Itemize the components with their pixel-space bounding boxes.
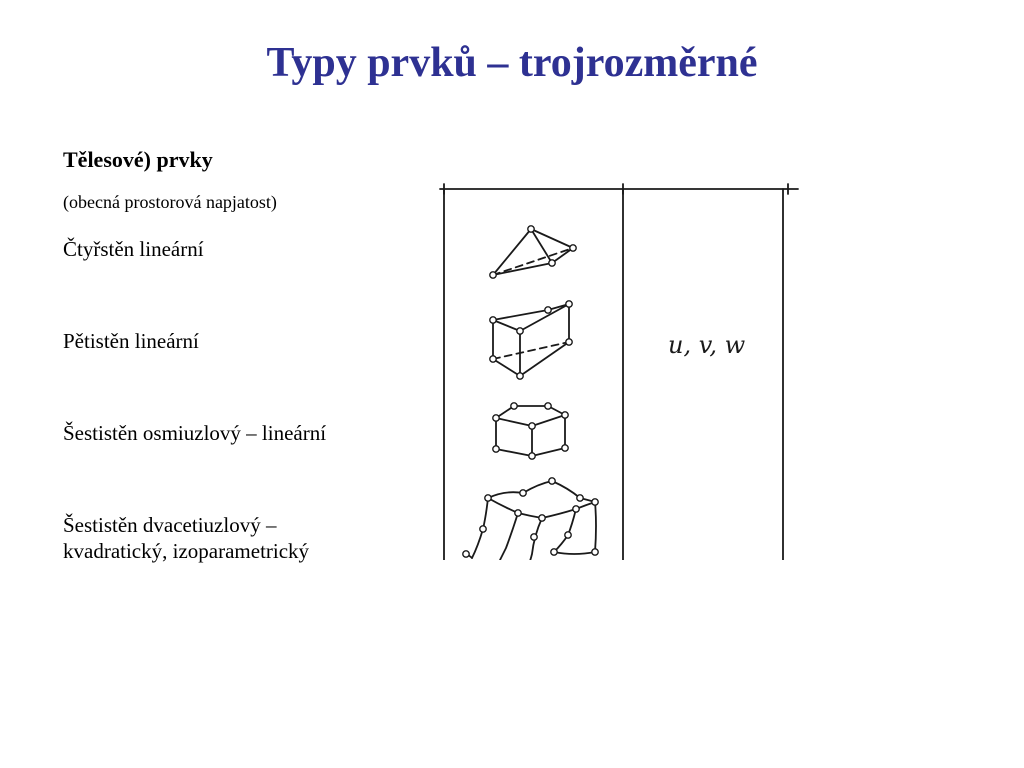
element-label-tetrahedron: Čtyřstěn lineární: [63, 237, 204, 261]
element-label-hexahedron-20-line1: Šestistěn dvacetiuzlový –: [63, 513, 277, 537]
slide-title: Typy prvků – trojrozměrné: [266, 40, 758, 86]
element-label-hexahedron-20: [63, 512, 403, 565]
section-note: (obecná prostorová napjatost): [63, 192, 277, 212]
dof-label: u, v, w: [668, 331, 746, 359]
hexahedron-20-node-element: [463, 478, 598, 561]
element-label-hexahedron-20-line2: kvadratický, izoparametrický: [63, 539, 310, 564]
hexahedron-8-node-element: [493, 403, 568, 459]
section-heading: Tělesové) prvky: [63, 147, 213, 172]
element-figure-drawing: [430, 180, 810, 565]
pentahedron-element: [490, 301, 572, 379]
tetrahedron-element: [490, 226, 576, 278]
element-figure: [430, 180, 810, 565]
element-label-hexahedron-8: Šestistěn osmiuzlový – lineární: [63, 421, 327, 445]
element-label-pentahedron: Pětistěn lineární: [63, 329, 199, 353]
